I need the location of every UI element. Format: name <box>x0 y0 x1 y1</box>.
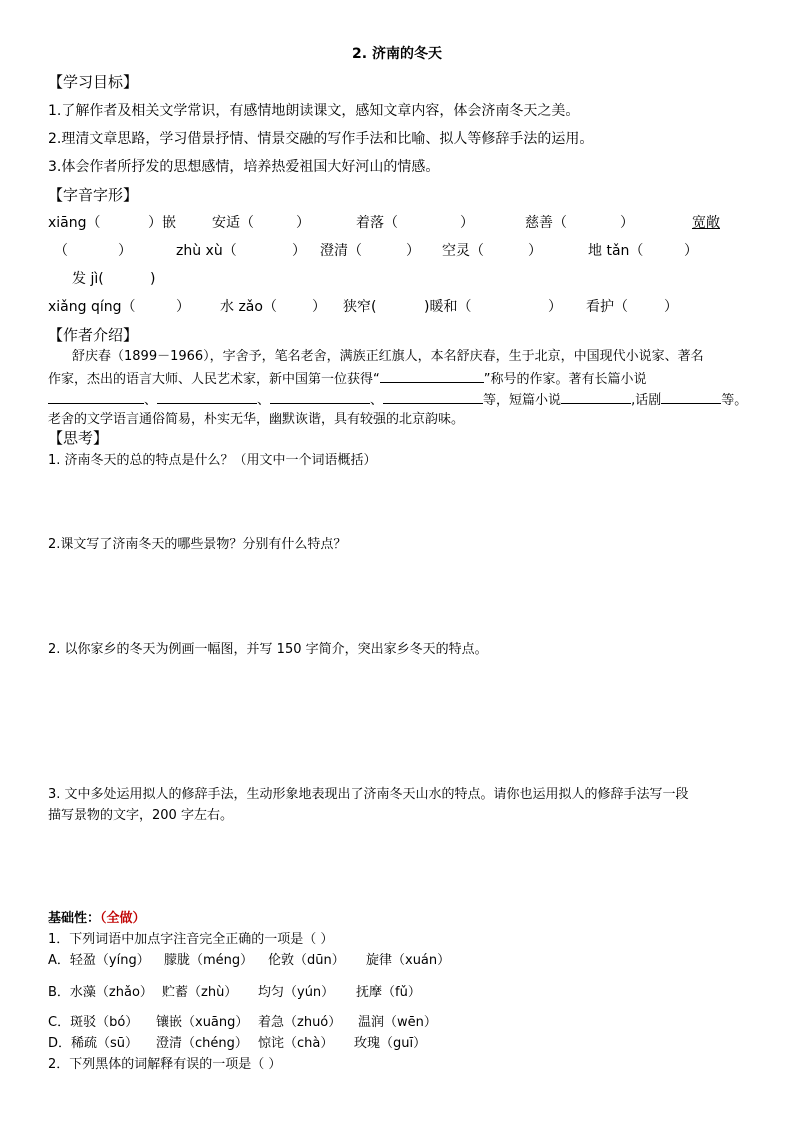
pinyin-item: 地 tǎn（ <box>588 243 644 259</box>
section-think: 【思考】 <box>48 429 109 447</box>
pinyin-item: ） <box>684 243 698 259</box>
question-4-line-2: 描写景物的文字，200 字左右。 <box>48 808 233 823</box>
author-line-3b: ,话剧 <box>631 393 662 408</box>
option-word: 旋律（xuán） <box>366 953 451 968</box>
goal-3: 3.体会作者所抒发的思想感情，培养热爱祖国大好河山的情感。 <box>48 159 440 175</box>
blank-short-story[interactable] <box>561 389 631 404</box>
blank-title[interactable] <box>380 368 484 383</box>
option-word: C．斑驳（bó） <box>48 1015 139 1030</box>
separator: 、 <box>370 393 384 408</box>
pinyin-item: ） <box>406 243 420 259</box>
goal-2: 2.理清文章思路，学习借景抒情、情景交融的写作手法和比喻、拟人等修辞手法的运用。 <box>48 131 594 147</box>
basics-label: 基础性： <box>48 911 101 926</box>
author-line-2b: ”称号的作家。著有长篇小说 <box>483 372 647 387</box>
option-word: 惊诧（chà） <box>258 1036 334 1051</box>
option-word: 玫瑰（guī） <box>354 1036 427 1051</box>
pinyin-item: 宽敞 <box>692 215 720 231</box>
pinyin-item: ） <box>548 299 562 315</box>
option-word: 朦胧（méng） <box>164 953 254 968</box>
question-2: 2.课文写了济南冬天的哪些景物？分别有什么特点？ <box>48 537 347 552</box>
question-4-line-1: 3. 文中多处运用拟人的修辞手法，生动形象地表现出了济南冬天山水的特点。请你也运用拟人的修辞手法写一段 <box>48 787 689 802</box>
author-line-3 <box>48 389 747 411</box>
section-goals: 【学习目标】 <box>48 73 139 91</box>
pinyin-item: )暖和（ <box>424 299 472 315</box>
author-line-1: 舒庆春（1899－1966），字舍予，笔名老舍，满族正红旗人，本名舒庆春，生于北京，中国现代小说家、著名 <box>72 349 704 364</box>
pinyin-item: ）嵌 <box>148 215 176 231</box>
pinyin-item: 空灵（ <box>442 243 484 259</box>
pinyin-item: xiāng（ <box>48 215 101 231</box>
pinyin-item: ) <box>150 271 156 287</box>
author-line-4: 老舍的文学语言通俗简易，朴实无华，幽默诙谐，具有较强的北京韵味。 <box>48 412 465 427</box>
separator: 、 <box>257 393 271 408</box>
blank-novel-3[interactable] <box>270 389 370 404</box>
pinyin-item: ） <box>312 299 326 315</box>
pinyin-item: ） <box>296 215 310 231</box>
pinyin-item: 看护（ <box>586 299 628 315</box>
author-line-2a: 作家，杰出的语言大师、人民艺术家，新中国第一位获得“ <box>48 372 380 387</box>
pinyin-item: zhù xù（ <box>176 243 237 259</box>
blank-novel-2[interactable] <box>157 389 257 404</box>
option-word: 着急（zhuó） <box>258 1015 342 1030</box>
pinyin-item: ） <box>528 243 542 259</box>
option-word: A．轻盈（yíng） <box>48 953 150 968</box>
option-word: 伦敦（dūn） <box>268 953 345 968</box>
pinyin-item: ） <box>176 299 190 315</box>
separator: 、 <box>144 393 158 408</box>
pinyin-item: ） <box>460 215 474 231</box>
author-line-3a: 等，短篇小说 <box>483 393 562 408</box>
pinyin-item: 狭窄( <box>343 299 377 315</box>
pinyin-item: 着落（ <box>356 215 398 231</box>
option-word: 澄清（chéng） <box>156 1036 248 1051</box>
page-title: 2. 济南的冬天 <box>352 46 442 62</box>
basics-q2: 2．下列黑体的词解释有误的一项是（ ） <box>48 1057 282 1072</box>
pinyin-item: 水 zǎo（ <box>220 299 277 315</box>
pinyin-item: ） <box>620 215 634 231</box>
pinyin-item: 安适（ <box>212 215 254 231</box>
section-author: 【作者介绍】 <box>48 326 139 344</box>
option-word: D．稀疏（sū） <box>48 1036 139 1051</box>
pinyin-item: xiǎng qíng（ <box>48 299 136 315</box>
question-3: 2. 以你家乡的冬天为例画一幅图，并写 150 字简介，突出家乡冬天的特点。 <box>48 642 488 657</box>
question-1: 1. 济南冬天的总的特点是什么？（用文中一个词语概括） <box>48 453 377 468</box>
option-word: 贮蓄（zhù） <box>162 985 238 1000</box>
author-line-3c: 等。 <box>721 393 748 408</box>
goal-1: 1.了解作者及相关文学常识，有感情地朗读课文，感知文章内容，体会济南冬天之美。 <box>48 103 580 119</box>
author-line-2 <box>48 368 647 390</box>
option-word: 均匀（yún） <box>258 985 335 1000</box>
option-word: 温润（wēn） <box>358 1015 437 1030</box>
option-word: 抚摩（fǔ） <box>356 985 421 1000</box>
basics-heading <box>48 909 146 929</box>
basics-tag: （全做） <box>100 911 146 926</box>
pinyin-item: （ <box>54 243 68 259</box>
blank-drama[interactable] <box>661 389 721 404</box>
pinyin-item: ） <box>118 243 132 259</box>
option-word: B．水藻（zhǎo） <box>48 985 153 1000</box>
pinyin-item: 慈善（ <box>525 215 567 231</box>
pinyin-item: ） <box>292 243 306 259</box>
pinyin-item: 澄清（ <box>320 243 362 259</box>
blank-novel-4[interactable] <box>383 389 483 404</box>
section-pinyin: 【字音字形】 <box>48 186 139 204</box>
pinyin-item: ） <box>664 299 678 315</box>
blank-novel-1[interactable] <box>48 389 144 404</box>
pinyin-item: 发 jì( <box>72 271 104 287</box>
basics-q1: 1．下列词语中加点字注音完全正确的一项是（ ） <box>48 932 334 947</box>
option-word: 镶嵌（xuāng） <box>156 1015 249 1030</box>
